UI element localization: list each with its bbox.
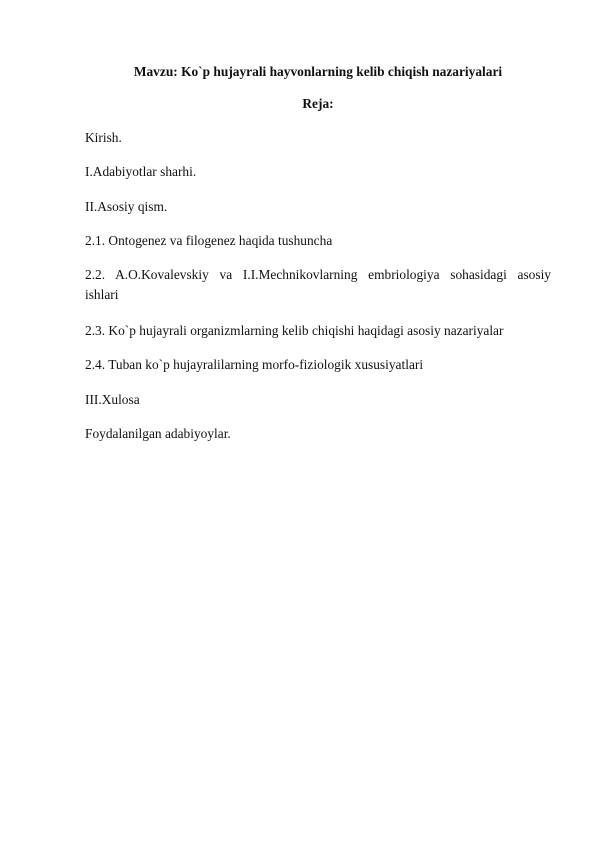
- plan-item-2-4: 2.4. Tuban ko`p hujayralilarning morfo-fiziologik xususiyatlari: [85, 357, 424, 372]
- plan-item-introduction: Kirish.: [85, 130, 122, 145]
- plan-item-2-2: [85, 265, 551, 305]
- plan-item-2-3: 2.3. Ko`p hujayrali organizmlarning kelib chiqishi haqidagi asosiy nazariyalar: [85, 323, 504, 338]
- plan-item-conclusion: III.Xulosa: [85, 392, 140, 407]
- plan-item-references: Foydalanilgan adabiyoylar.: [85, 426, 231, 441]
- plan-item-literature-review: I.Adabiyotlar sharhi.: [85, 164, 197, 179]
- plan-item-main-part: II.Asosiy qism.: [85, 199, 168, 214]
- plan-item-2-2-line-2: ishlari: [85, 287, 119, 302]
- plan-item-2-2-line-1: 2.2. A.O.Kovalevskiy va I.I.Mechnikovlarning embriologiya sohasidagi asosiy: [85, 267, 551, 282]
- plan-heading: Reja:: [302, 96, 334, 111]
- plan-item-2-1: 2.1. Ontogenez va filogenez haqida tushuncha: [85, 233, 333, 248]
- document-title: Mavzu: Ko`p hujayrali hayvonlarning kelib chiqish nazariyalari: [133, 64, 503, 79]
